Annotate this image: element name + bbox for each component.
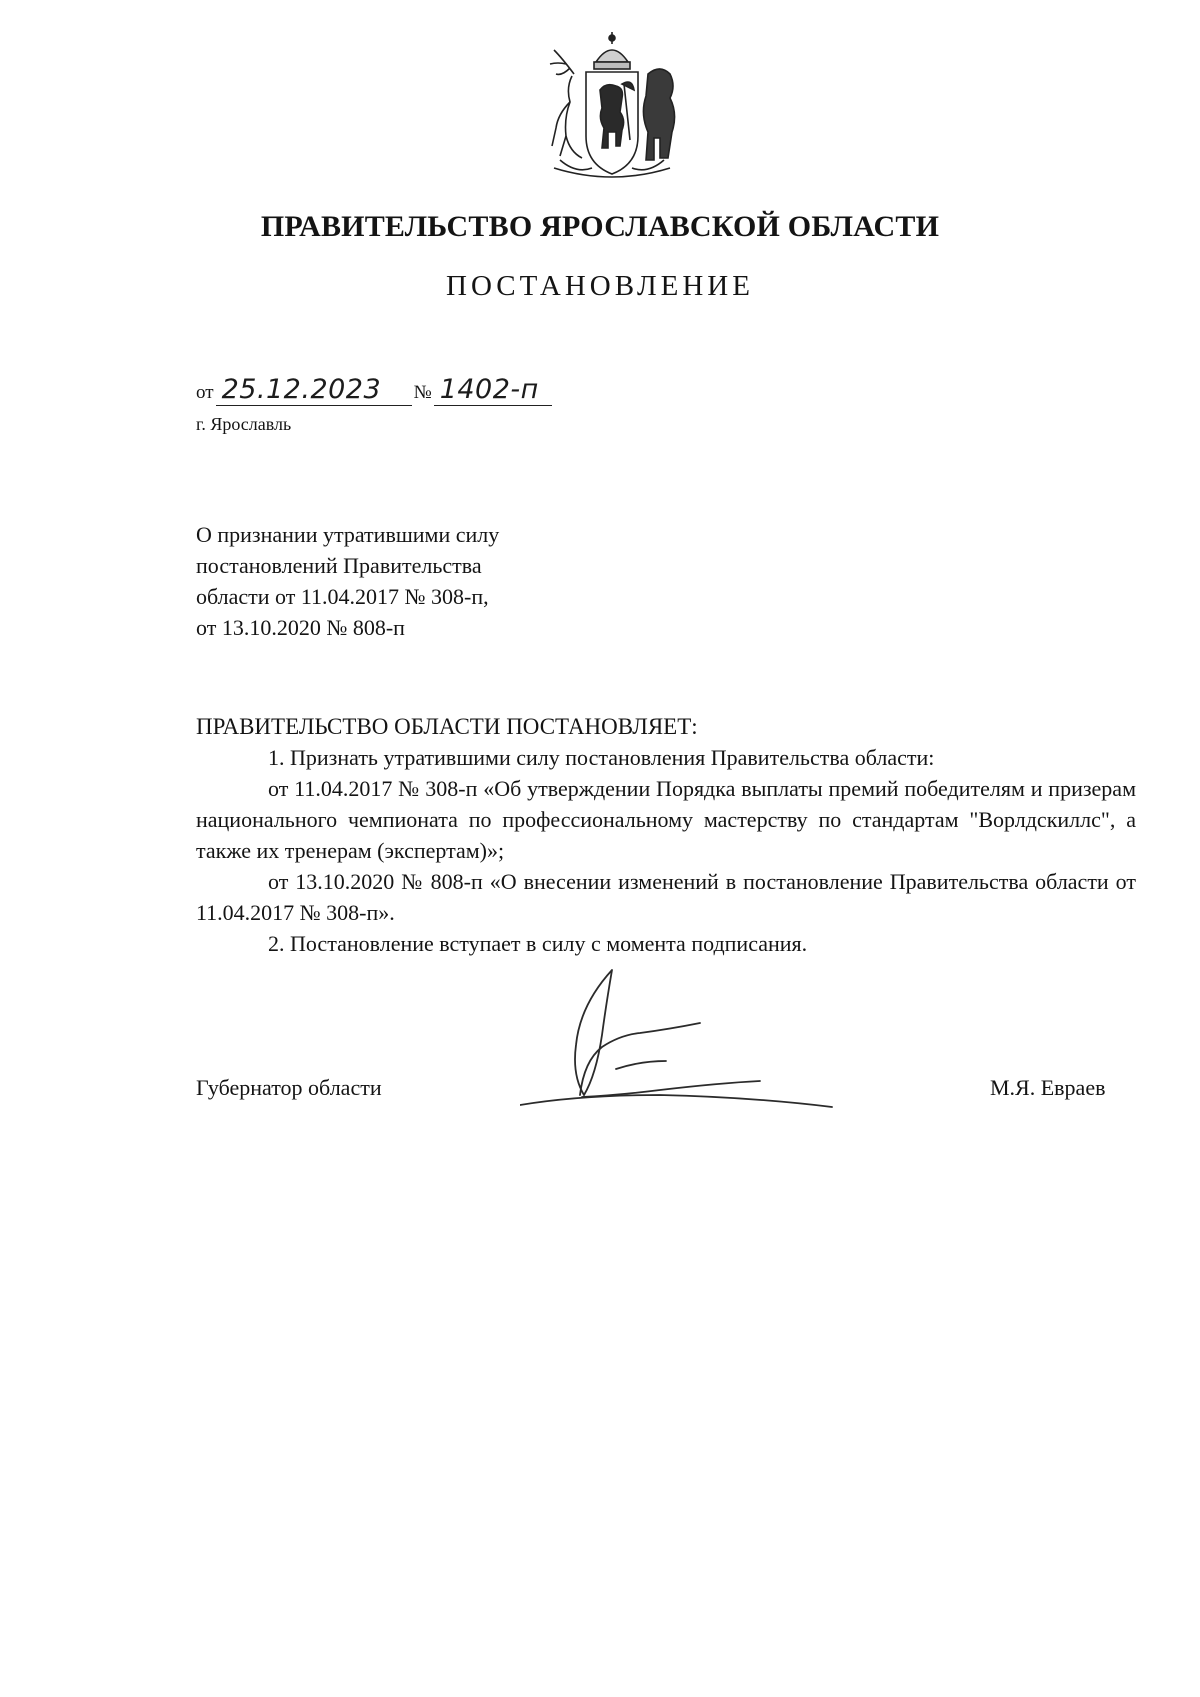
coat-of-arms-emblem [536,28,688,184]
signatory-position: Губернатор области [196,1075,382,1100]
document-subject [196,519,499,643]
body-paragraph: 1. Признать утратившими силу постановления Правительства области: [268,745,935,770]
document-number: 1402-п [434,375,552,406]
subject-line: области от 11.04.2017 № 308-п, [196,584,489,609]
subject-line: от 13.10.2020 № 808-п [196,615,405,640]
document-city: г. Ярославль [196,414,292,434]
organization-title: ПРАВИТЕЛЬСТВО ЯРОСЛАВСКОЙ ОБЛАСТИ [260,210,940,243]
body-paragraph: от 13.10.2020 № 808-п «О внесении изменений в постановление Правительства области от 11.04.2017 № 308-п». [196,869,1136,925]
subject-line: постановлений Правительства [196,553,482,578]
document-date: 25.12.2023 [216,375,412,406]
document-requisites [196,375,552,406]
date-label: от [196,382,214,403]
document-type: ПОСТАНОВЛЕНИЕ [446,270,754,302]
resolution-heading: ПРАВИТЕЛЬСТВО ОБЛАСТИ ПОСТАНОВЛЯЕТ: [196,714,698,739]
body-paragraph: от 11.04.2017 № 308-п «Об утверждении Порядка выплаты премий победителям и призерам национального чемпионата по профессиональному мастерству по стандартам "Ворлдскиллс", а также их тренерам (экспертам)»; [196,776,1136,863]
body-paragraph: 2. Постановление вступает в силу с момента подписания. [268,931,808,956]
signatory-name: М.Я. Евраев [990,1075,1106,1100]
number-label: № [413,382,432,403]
document-body [196,711,1136,959]
handwritten-signature [520,965,900,1140]
subject-line: О признании утратившими силу [196,522,500,547]
